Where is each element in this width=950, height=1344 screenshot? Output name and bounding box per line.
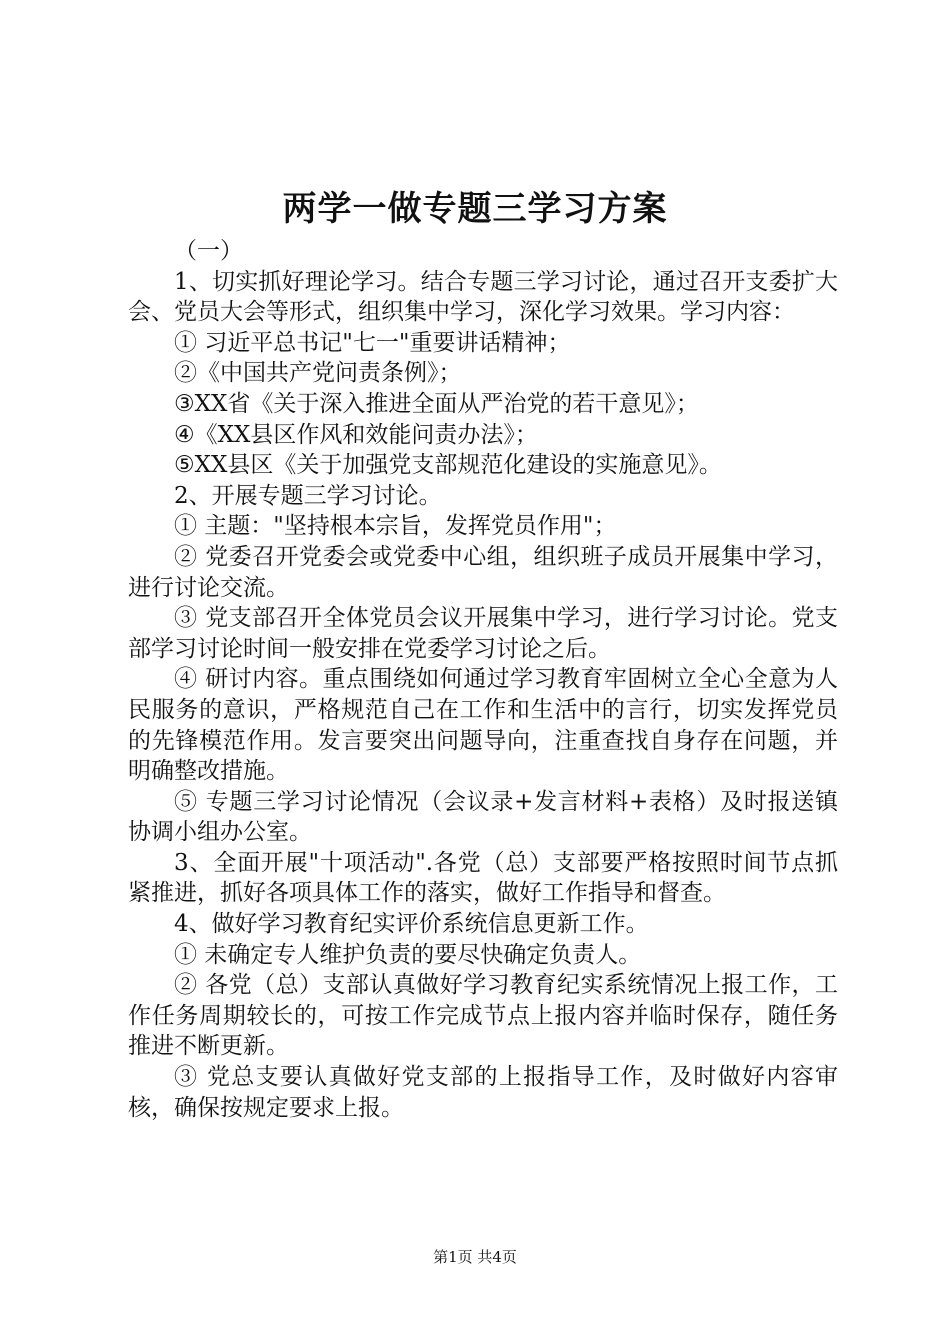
paragraph: ②《中国共产党问责条例》； [174,360,462,387]
paragraph: ⑤ 专题三学习讨论情况（会议录+发言材料+表格）及时报送镇协调小组办公室。 [128,788,838,846]
page-footer: 第1页 共4页 [433,1248,517,1266]
paragraph: ④《XX县区作风和效能问责办法》； [174,421,538,448]
paragraph: 3、全面开展"十项活动".各党（总）支部要严格按照时间节点抓紧推进，抓好各项具体工作的落实，做好工作指导和督查。 [128,849,838,907]
paragraph: ① 习近平总书记"七一"重要讲话精神； [174,329,571,356]
paragraph: ③XX省《关于深入推进全面从严治党的若干意见》； [174,390,699,417]
paragraph: 4、做好学习教育纪实评价系统信息更新工作。 [174,911,649,938]
paragraph: ③ 党支部召开全体党员会议开展集中学习，进行学习讨论。党支部学习讨论时间一般安排在党委学习讨论之后。 [128,605,838,662]
paragraph: ④ 研讨内容。重点围绕如何通过学习教育牢固树立全心全意为人民服务的意识，严格规范自己在工作和生活中的言行，切实发挥党员的先锋模范作用。发言要突出问题导向，注重查找自身存在问题，并明确整改措施。 [128,666,838,785]
document-title: 两学一做专题三学习方案 [282,189,668,229]
paragraph: （一） [174,238,243,264]
paragraph: ⑤XX县区《关于加强党支部规范化建设的实施意见》。 [174,452,722,479]
document-body [128,236,838,1123]
paragraph: ① 未确定专人维护负责的要尽快确定负责人。 [174,941,642,968]
paragraph: ② 各党（总）支部认真做好学习教育纪实系统情况上报工作，工作任务周期较长的，可按工作完成节点上报内容并临时保存，随任务推进不断更新。 [128,972,838,1060]
paragraph: ③ 党总支要认真做好党支部的上报指导工作，及时做好内容审核，确保按规定要求上报。 [128,1064,838,1121]
paragraph: 1、切实抓好理论学习。结合专题三学习讨论，通过召开支委扩大会、党员大会等形式，组织集中学习，深化学习效果。学习内容： [128,268,838,326]
paragraph: ② 党委召开党委会或党委中心组，组织班子成员开展集中学习，进行讨论交流。 [128,543,838,601]
paragraph: 2、开展专题三学习讨论。 [174,482,442,509]
paragraph: ① 主题："坚持根本宗旨，发挥党员作用"； [174,513,617,540]
